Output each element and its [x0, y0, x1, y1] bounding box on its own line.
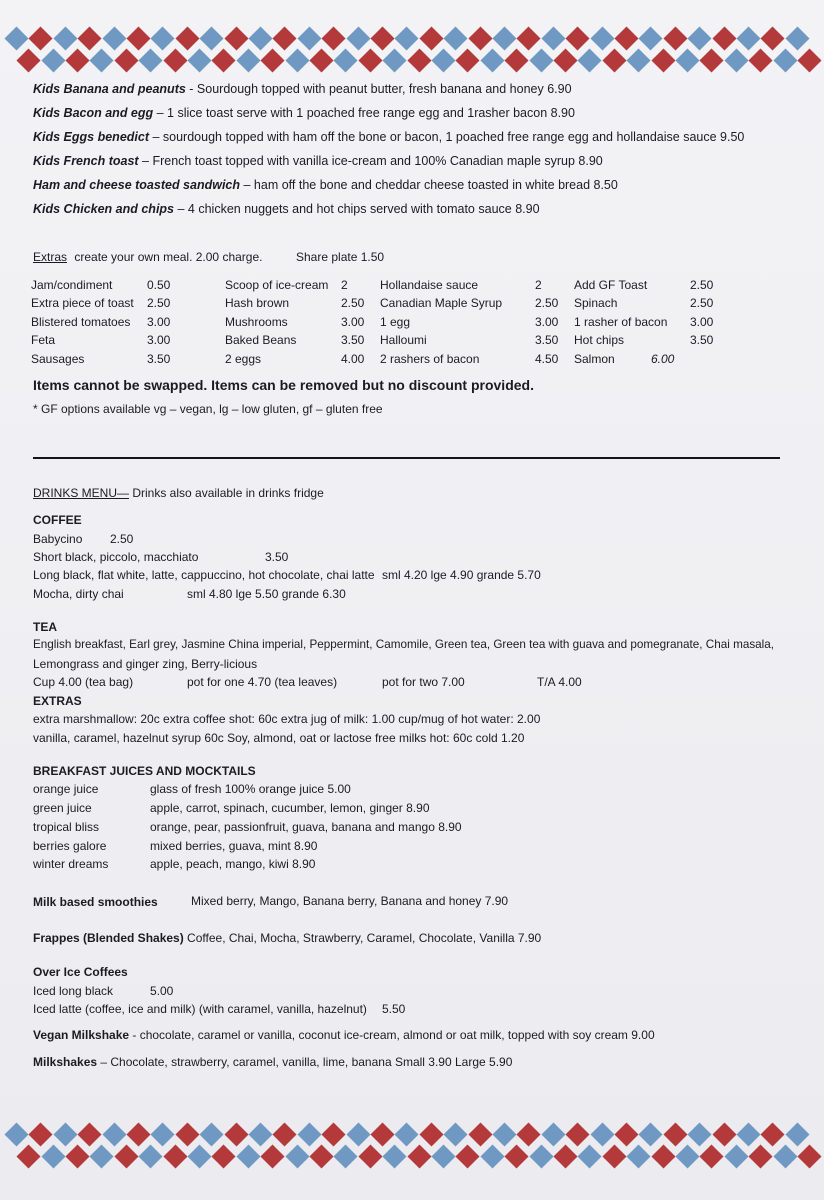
kids-item	[33, 82, 572, 96]
diamond-shape	[590, 1122, 614, 1146]
diamond-shape	[529, 1144, 553, 1168]
extras-item-name: Extra piece of toast	[31, 296, 134, 310]
diamond-shape	[346, 1122, 370, 1146]
extras-item-price: 2.50	[147, 296, 171, 310]
diamond-shape	[212, 48, 236, 72]
diamond-shape	[651, 48, 675, 72]
juice-desc: glass of fresh 100% orange juice 5.00	[150, 782, 351, 796]
bottom-diamond-border	[0, 1120, 824, 1174]
kids-item-desc: - Sourdough topped with peanut butter, fresh banana and honey 6.90	[185, 82, 572, 96]
iced-long-black-price: 5.00	[150, 984, 174, 998]
diamond-shape	[126, 26, 150, 50]
diamond-shape	[627, 1144, 651, 1168]
diamond-shape	[126, 1122, 150, 1146]
diamond-shape	[297, 1122, 321, 1146]
extras-item-price: 0.50	[147, 278, 171, 292]
extras-item-price: 2.50	[690, 278, 714, 292]
diamond-shape	[358, 48, 382, 72]
drinks-heading	[33, 486, 324, 500]
kids-item-name: Kids Chicken and chips	[33, 202, 175, 216]
diamond-shape	[224, 26, 248, 50]
diamond-shape	[712, 1122, 736, 1146]
diamond-shape	[53, 1122, 77, 1146]
diamond-shape	[431, 48, 455, 72]
diamond-shape	[17, 48, 41, 72]
mocha-price: sml 4.80 lge 5.50 grande 6.30	[187, 587, 346, 601]
diamond-shape	[480, 48, 504, 72]
diamond-shape	[456, 1144, 480, 1168]
diamond-shape	[797, 48, 821, 72]
diamond-shape	[200, 26, 224, 50]
extras-item-price: 2.50	[341, 296, 365, 310]
diamond-shape	[322, 26, 346, 50]
diamond-shape	[370, 26, 394, 50]
vegan-milkshake-desc: - chocolate, caramel or vanilla, coconut ice-cream, almond or oat milk, topped with soy cream 9.00	[129, 1028, 655, 1042]
diamond-shape	[236, 1144, 260, 1168]
milkshakes-line	[33, 1055, 512, 1069]
gf-note: * GF options available vg – vegan, lg – low gluten, gf – gluten free	[33, 402, 383, 416]
diamond-shape	[407, 48, 431, 72]
diamond-shape	[578, 48, 602, 72]
extras-heading	[33, 250, 262, 264]
extras-item-price: 2.50	[535, 296, 559, 310]
extras-item-name: 2 eggs	[225, 352, 262, 366]
diamond-shape	[139, 48, 163, 72]
diamond-shape	[151, 1122, 175, 1146]
diamond-shape	[163, 1144, 187, 1168]
diamond-shape	[151, 26, 175, 50]
diamond-shape	[529, 48, 553, 72]
juice-name: green juice	[33, 801, 92, 815]
extras-item-name: Spinach	[574, 296, 618, 310]
kids-item-desc: – 1 slice toast serve with 1 poached free range egg and 1rasher bacon 8.90	[153, 106, 575, 120]
extras-item-name: Salmon	[574, 352, 615, 366]
iced-long-black: Iced long black	[33, 984, 114, 998]
long-black-price: sml 4.20 lge 4.90 grande 5.70	[382, 568, 541, 582]
kids-item-desc: – sourdough topped with ham off the bone or bacon, 1 poached free range egg and hollandaise sauce 9.50	[149, 130, 745, 144]
diamond-shape	[797, 1144, 821, 1168]
diamond-shape	[114, 48, 138, 72]
diamond-shape	[736, 1122, 760, 1146]
section-divider	[33, 457, 780, 459]
kids-item-desc: – ham off the bone and cheddar cheese toasted in white bread 8.50	[240, 178, 618, 192]
kids-item	[33, 178, 618, 192]
diamond-shape	[651, 1144, 675, 1168]
extras-item-name: Jam/condiment	[31, 278, 113, 292]
diamond-shape	[602, 1144, 626, 1168]
diamond-shape	[114, 1144, 138, 1168]
diamond-shape	[456, 48, 480, 72]
diamond-shape	[773, 48, 797, 72]
extras-item-name: 2 rashers of bacon	[380, 352, 480, 366]
diamond-shape	[273, 1122, 297, 1146]
diamond-shape	[553, 1144, 577, 1168]
tea-pot-two: pot for two 7.00	[382, 675, 465, 689]
vegan-milkshake-heading: Vegan Milkshake	[33, 1028, 130, 1042]
diamond-shape	[688, 26, 712, 50]
diamond-shape	[4, 1122, 28, 1146]
extras-item-name: Blistered tomatoes	[31, 315, 131, 329]
diamond-shape	[261, 1144, 285, 1168]
diamond-shape	[224, 1122, 248, 1146]
diamond-shape	[541, 1122, 565, 1146]
over-ice-heading: Over Ice Coffees	[33, 965, 128, 979]
diamond-shape	[212, 1144, 236, 1168]
iced-latte-price: 5.50	[382, 1002, 406, 1016]
extras-item-price: 2	[535, 278, 542, 292]
diamond-shape	[541, 26, 565, 50]
diamond-shape	[492, 1122, 516, 1146]
diamond-shape	[419, 1122, 443, 1146]
mocha: Mocha, dirty chai	[33, 587, 124, 601]
juices-heading: BREAKFAST JUICES AND MOCKTAILS	[33, 764, 256, 778]
smoothies-list: Mixed berry, Mango, Banana berry, Banana and honey 7.90	[191, 894, 509, 908]
diamond-shape	[590, 26, 614, 50]
tea-heading: TEA	[33, 620, 57, 634]
extras-item-price: 3.50	[147, 352, 171, 366]
diamond-shape	[736, 26, 760, 50]
extras-note: create your own meal. 2.00 charge.	[74, 250, 263, 264]
diamond-shape	[517, 1122, 541, 1146]
diamond-shape	[285, 48, 309, 72]
tea-pot-one: pot for one 4.70 (tea leaves)	[187, 675, 338, 689]
diamond-shape	[785, 1122, 809, 1146]
diamond-shape	[90, 1144, 114, 1168]
share-plate: Share plate 1.50	[296, 250, 385, 264]
kids-item	[33, 154, 603, 168]
diamond-shape	[102, 26, 126, 50]
extras-item-price: 4.50	[535, 352, 559, 366]
frappes-list: Coffee, Chai, Mocha, Strawberry, Caramel, Chocolate, Vanilla 7.90	[183, 931, 542, 945]
diamond-shape	[346, 26, 370, 50]
diamond-shape	[785, 26, 809, 50]
diamond-shape	[334, 48, 358, 72]
drinks-subtitle: Drinks also available in drinks fridge	[129, 486, 324, 500]
diamond-shape	[383, 1144, 407, 1168]
diamond-shape	[322, 1122, 346, 1146]
diamond-shape	[712, 26, 736, 50]
diamond-shape	[761, 26, 785, 50]
diamond-shape	[41, 1144, 65, 1168]
diamond-shape	[700, 48, 724, 72]
policy-text: Items cannot be swapped. Items can be removed but no discount provided.	[33, 377, 534, 393]
diamond-shape	[553, 48, 577, 72]
extras-item-price: 3.50	[690, 333, 714, 347]
juice-desc: orange, pear, passionfruit, guava, banana and mango 8.90	[150, 820, 462, 834]
diamond-shape	[749, 48, 773, 72]
diamond-shape	[102, 1122, 126, 1146]
extras-item-name: Halloumi	[380, 333, 427, 347]
frappes-heading: Frappes (Blended Shakes)	[33, 931, 184, 945]
extras-item-price: 3.00	[690, 315, 714, 329]
milkshakes-desc: – Chocolate, strawberry, caramel, vanilla, lime, banana Small 3.90 Large 5.90	[97, 1055, 513, 1069]
diamond-shape	[468, 1122, 492, 1146]
diamond-shape	[29, 1122, 53, 1146]
diamond-shape	[663, 1122, 687, 1146]
milkshakes-heading: Milkshakes	[33, 1055, 98, 1069]
frappes-line	[33, 931, 541, 945]
diamond-shape	[78, 1122, 102, 1146]
diamond-shape	[431, 1144, 455, 1168]
diamond-shape	[4, 26, 28, 50]
extras-item-price: 3.50	[535, 333, 559, 347]
diamond-shape	[187, 1144, 211, 1168]
extras-item-name: Hot chips	[574, 333, 625, 347]
smoothies-heading: Milk based smoothies	[33, 895, 158, 909]
kids-item-name: Kids Bacon and egg	[33, 106, 154, 120]
diamond-shape	[688, 1122, 712, 1146]
diamond-shape	[261, 48, 285, 72]
short-black-price: 3.50	[265, 550, 289, 564]
diamond-shape	[200, 1122, 224, 1146]
diamond-shape	[358, 1144, 382, 1168]
diamond-shape	[724, 1144, 748, 1168]
extras-item-name: Feta	[31, 333, 56, 347]
juice-desc: apple, carrot, spinach, cucumber, lemon, ginger 8.90	[150, 801, 430, 815]
kids-item-desc: – 4 chicken nuggets and hot chips served with tomato sauce 8.90	[174, 202, 540, 216]
vegan-milkshake-line	[33, 1028, 655, 1042]
extras-item-price: 3.00	[535, 315, 559, 329]
diamond-shape	[334, 1144, 358, 1168]
extras-item-price: 3.00	[147, 315, 171, 329]
diamond-shape	[370, 1122, 394, 1146]
kids-item	[33, 106, 575, 120]
juice-desc: apple, peach, mango, kiwi 8.90	[150, 857, 316, 871]
juice-name: tropical bliss	[33, 820, 100, 834]
diamond-shape	[675, 48, 699, 72]
diamond-shape	[175, 1122, 199, 1146]
tea-list-2: Lemongrass and ginger zing, Berry-licious	[33, 657, 258, 671]
diamond-shape	[700, 1144, 724, 1168]
diamond-shape	[395, 1122, 419, 1146]
diamond-shape	[761, 1122, 785, 1146]
diamond-shape	[419, 26, 443, 50]
juice-desc: mixed berries, guava, mint 8.90	[150, 839, 318, 853]
diamond-shape	[480, 1144, 504, 1168]
diamond-shape	[53, 26, 77, 50]
diamond-shape	[468, 26, 492, 50]
top-diamond-border	[0, 24, 824, 76]
diamond-shape	[248, 26, 272, 50]
juice-name: orange juice	[33, 782, 99, 796]
diamond-shape	[602, 48, 626, 72]
extras-item-name: Scoop of ice-cream	[225, 278, 329, 292]
diamond-shape	[309, 48, 333, 72]
extras-item-price: 3.00	[341, 315, 365, 329]
drink-extras-2: vanilla, caramel, hazelnut syrup 60c Soy, almond, oat or lactose free milks hot: 60c cold 1.20	[33, 731, 525, 745]
tea-takeaway: T/A 4.00	[537, 675, 582, 689]
diamond-shape	[236, 48, 260, 72]
extras-item-name: Sausages	[31, 352, 85, 366]
extras-item-name: Add GF Toast	[574, 278, 648, 292]
diamond-shape	[578, 1144, 602, 1168]
diamond-shape	[614, 1122, 638, 1146]
iced-latte: Iced latte (coffee, ice and milk) (with caramel, vanilla, hazelnut)	[33, 1002, 367, 1016]
kids-item-name: Kids French toast	[33, 154, 139, 168]
diamond-shape	[273, 26, 297, 50]
diamond-shape	[163, 48, 187, 72]
drinks-title: DRINKS MENU—	[33, 486, 130, 500]
extras-item-name: Canadian Maple Syrup	[380, 296, 503, 310]
diamond-shape	[627, 48, 651, 72]
diamond-shape	[187, 48, 211, 72]
extras-item-name: Mushrooms	[225, 315, 288, 329]
diamond-shape	[309, 1144, 333, 1168]
extras-item-name: Hash brown	[225, 296, 290, 310]
diamond-shape	[90, 48, 114, 72]
extras-item-price: 3.00	[147, 333, 171, 347]
extras-item-name: 1 rasher of bacon	[574, 315, 668, 329]
tea-list-1: English breakfast, Earl grey, Jasmine China imperial, Peppermint, Camomile, Green tea, Green tea with guava and pomegranate, Chai masala,	[33, 638, 775, 651]
diamond-shape	[724, 48, 748, 72]
diamond-shape	[407, 1144, 431, 1168]
diamond-shape	[505, 48, 529, 72]
diamond-shape	[444, 26, 468, 50]
extras-item-price: 3.50	[341, 333, 365, 347]
diamond-shape	[297, 26, 321, 50]
juice-name: berries galore	[33, 839, 107, 853]
diamond-shape	[17, 1144, 41, 1168]
extras-item-name: Baked Beans	[225, 333, 297, 347]
diamond-shape	[492, 26, 516, 50]
diamond-shape	[663, 26, 687, 50]
diamond-shape	[517, 26, 541, 50]
diamond-shape	[639, 26, 663, 50]
diamond-shape	[248, 1122, 272, 1146]
diamond-shape	[773, 1144, 797, 1168]
extras-item-price: 2	[341, 278, 348, 292]
diamond-shape	[139, 1144, 163, 1168]
diamond-shape	[444, 1122, 468, 1146]
extras-item-price: 6.00	[651, 352, 675, 366]
tea-cup: Cup 4.00 (tea bag)	[33, 675, 134, 689]
diamond-shape	[65, 48, 89, 72]
extras-item-name: 1 egg	[380, 315, 411, 329]
long-black: Long black, flat white, latte, cappuccino, hot chocolate, chai latte	[33, 568, 375, 582]
diamond-shape	[78, 26, 102, 50]
kids-item	[33, 202, 540, 216]
diamond-shape	[505, 1144, 529, 1168]
short-black: Short black, piccolo, macchiato	[33, 550, 199, 564]
babycino-price: 2.50	[110, 532, 134, 546]
diamond-shape	[614, 26, 638, 50]
drink-extras-1: extra marshmallow: 20c extra coffee shot: 60c extra jug of milk: 1.00 cup/mug of hot water: 2.00	[33, 712, 541, 726]
diamond-shape	[383, 48, 407, 72]
kids-item	[33, 130, 744, 144]
diamond-shape	[41, 48, 65, 72]
extras-item-name: Hollandaise sauce	[380, 278, 479, 292]
kids-item-desc: – French toast topped with vanilla ice-cream and 100% Canadian maple syrup 8.90	[138, 154, 603, 168]
diamond-shape	[65, 1144, 89, 1168]
diamond-shape	[395, 26, 419, 50]
diamond-shape	[566, 26, 590, 50]
kids-item-name: Ham and cheese toasted sandwich	[33, 178, 241, 192]
extras-item-price: 2.50	[690, 296, 714, 310]
extras-item-price: 4.00	[341, 352, 365, 366]
diamond-shape	[29, 26, 53, 50]
kids-item-name: Kids Eggs benedict	[33, 130, 149, 144]
diamond-shape	[566, 1122, 590, 1146]
diamond-shape	[285, 1144, 309, 1168]
diamond-shape	[639, 1122, 663, 1146]
drink-extras-heading: EXTRAS	[33, 694, 82, 708]
coffee-heading: COFFEE	[33, 513, 82, 527]
diamond-shape	[175, 26, 199, 50]
juice-name: winter dreams	[33, 857, 109, 871]
kids-item-name: Kids Banana and peanuts	[33, 82, 186, 96]
extras-title: Extras	[33, 250, 68, 264]
diamond-shape	[749, 1144, 773, 1168]
diamond-shape	[675, 1144, 699, 1168]
babycino: Babycino	[33, 532, 83, 546]
